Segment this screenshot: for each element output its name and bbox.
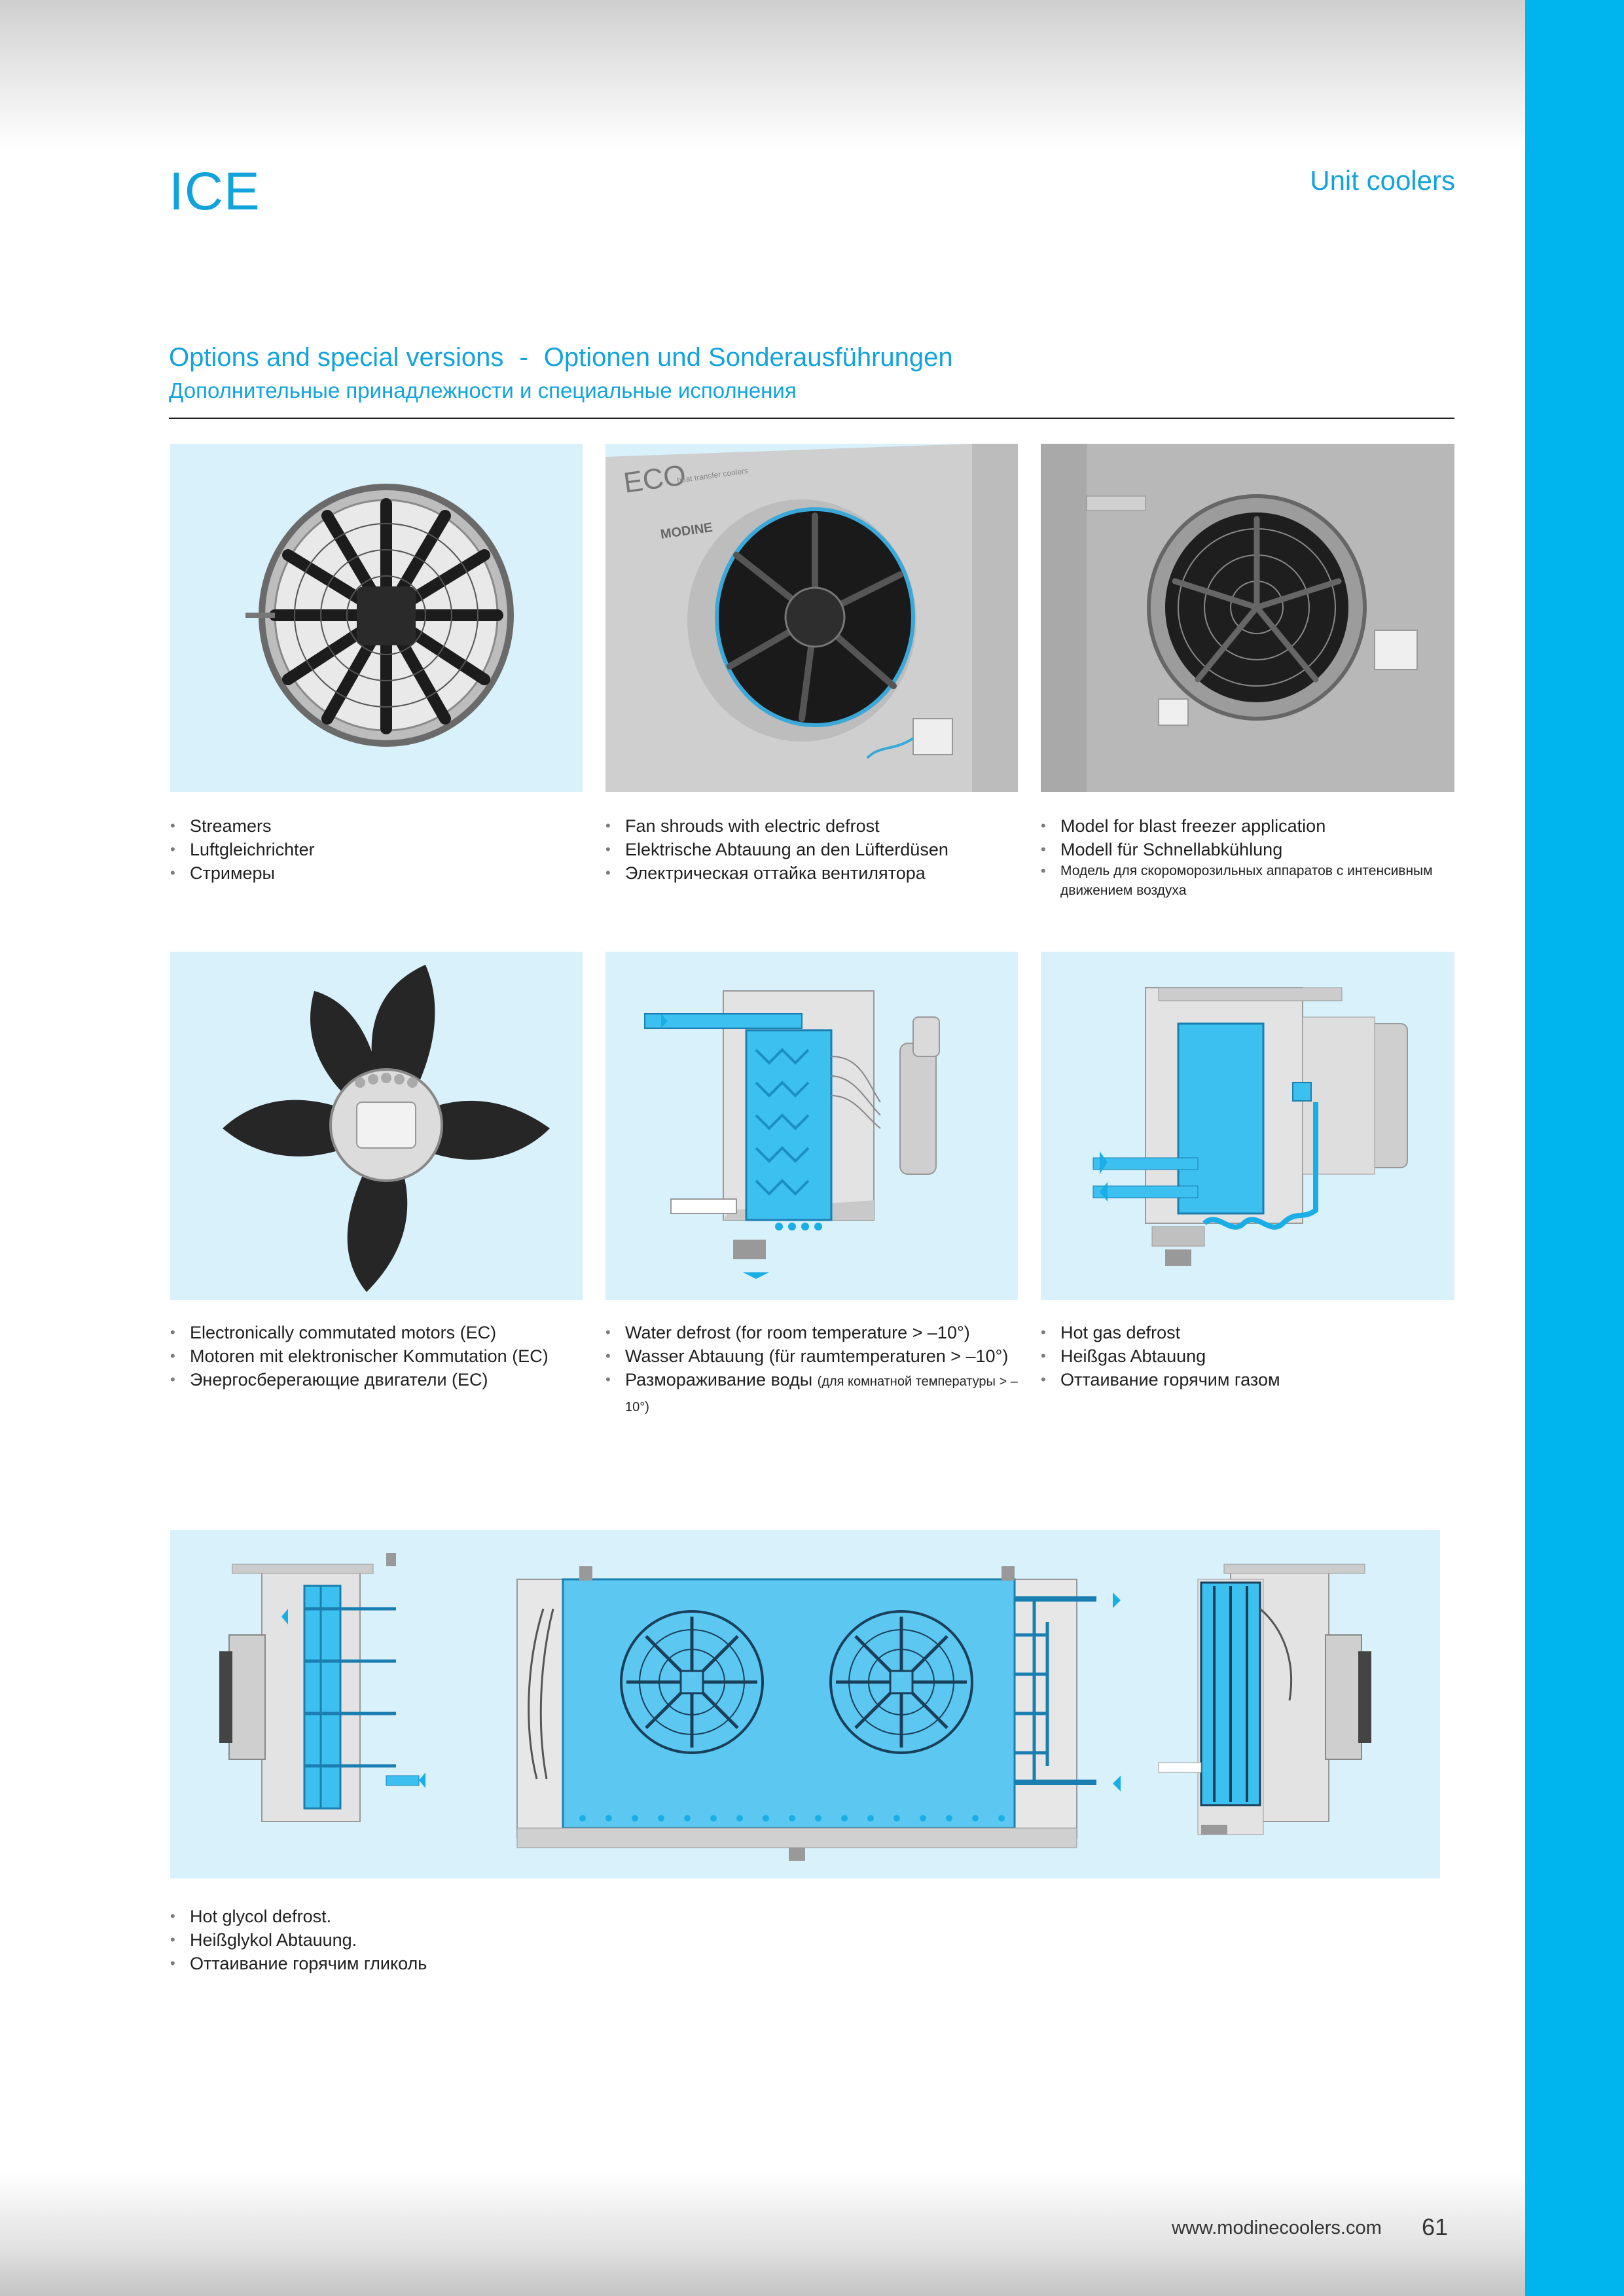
list-item: • Electronically commutated motors (EC) — [170, 1321, 583, 1344]
document-title: ICE — [169, 162, 261, 221]
footer-url: www.modinecoolers.com — [1172, 2217, 1382, 2238]
image-water-defrost-diagram — [605, 952, 1018, 1300]
water-defrost-diagram — [605, 952, 1018, 1300]
modine-logo-text: MODINE — [659, 520, 713, 542]
list-item: • Model for blast freezer application — [1041, 814, 1454, 838]
eco-logo-subtext: heat transfer coolers — [676, 465, 749, 485]
option-water-defrost-list — [605, 1321, 1024, 1419]
image-hot-gas-defrost-diagram — [1041, 952, 1454, 1300]
list-item: • Стримеры — [170, 861, 583, 885]
list-item — [605, 1368, 1024, 1419]
section-title-en: Options and special versions — [169, 343, 504, 372]
image-streamers-fan — [170, 444, 583, 792]
list-item: • Hot glycol defrost. — [170, 1905, 628, 1928]
list-item: • Heißglykol Abtauung. — [170, 1928, 628, 1952]
list-item: • Оттаивание горячим гликоль — [170, 1952, 628, 1975]
list-item: • Modell für Schnellabkühlung — [1041, 838, 1454, 861]
section-subtitle-ru: Дополнительные принадлежности и специальные исполнения — [169, 378, 797, 403]
fan-shroud-icon — [605, 444, 1018, 792]
top-gradient — [0, 0, 1525, 151]
list-item: • Heißgas Abtauung — [1041, 1344, 1454, 1368]
list-item: • Энергосберегающие двигатели (EC) — [170, 1368, 583, 1391]
side-color-bar — [1525, 0, 1624, 2296]
list-item: • Luftgleichrichter — [170, 838, 583, 861]
option-blast-freezer-list — [1041, 814, 1454, 901]
list-item: • Fan shrouds with electric defrost — [605, 814, 1018, 838]
section-divider — [169, 418, 1454, 419]
streamers-fan-icon — [170, 444, 583, 792]
section-title-de: Optionen und Sonderausführungen — [543, 343, 953, 372]
image-fan-shroud-defrost — [605, 444, 1018, 792]
list-item: • Water defrost (for room temperature > –10°) — [605, 1321, 1024, 1344]
image-hot-glycol-defrost-diagram — [170, 1530, 1440, 1878]
list-item: • Электрическая оттайка вентилятора — [605, 861, 1018, 885]
list-item: • Streamers — [170, 814, 583, 838]
blast-freezer-icon — [1041, 444, 1454, 792]
image-blast-freezer-model — [1041, 444, 1454, 792]
list-item: • Wasser Abtauung (für raumtemperaturen > –10°) — [605, 1344, 1024, 1368]
hot-glycol-defrost-diagram — [170, 1530, 1440, 1878]
hot-gas-defrost-diagram — [1041, 952, 1454, 1300]
option-ec-motor-list — [170, 1321, 583, 1391]
document-category: Unit coolers — [1310, 165, 1455, 196]
page-number: 61 — [1422, 2214, 1449, 2240]
section-title-separator: - — [519, 343, 528, 372]
section-title — [169, 343, 953, 372]
list-item: • Модель для скороморозильных аппаратов с интенсивным движением воздуха — [1041, 861, 1454, 901]
option-hot-glycol-list — [170, 1905, 628, 1975]
list-item: • Elektrische Abtauung an den Lüfterdüsen — [605, 838, 1018, 861]
list-item-text: Размораживание воды — [625, 1370, 813, 1390]
list-item-note: (для комнатной температуры > –10°) — [625, 1374, 1018, 1414]
list-item: • Оттаивание горячим газом — [1041, 1368, 1454, 1391]
ec-motor-fan-icon — [170, 952, 583, 1300]
eco-logo-text: ECO — [621, 459, 688, 499]
list-item: • Hot gas defrost — [1041, 1321, 1454, 1344]
option-hot-gas-list — [1041, 1321, 1454, 1391]
option-fan-shroud-list — [605, 814, 1018, 885]
option-streamers-list — [170, 814, 583, 885]
list-item: • Motoren mit elektronischer Kommutation (EC) — [170, 1344, 583, 1368]
image-ec-motor-fan — [170, 952, 583, 1300]
